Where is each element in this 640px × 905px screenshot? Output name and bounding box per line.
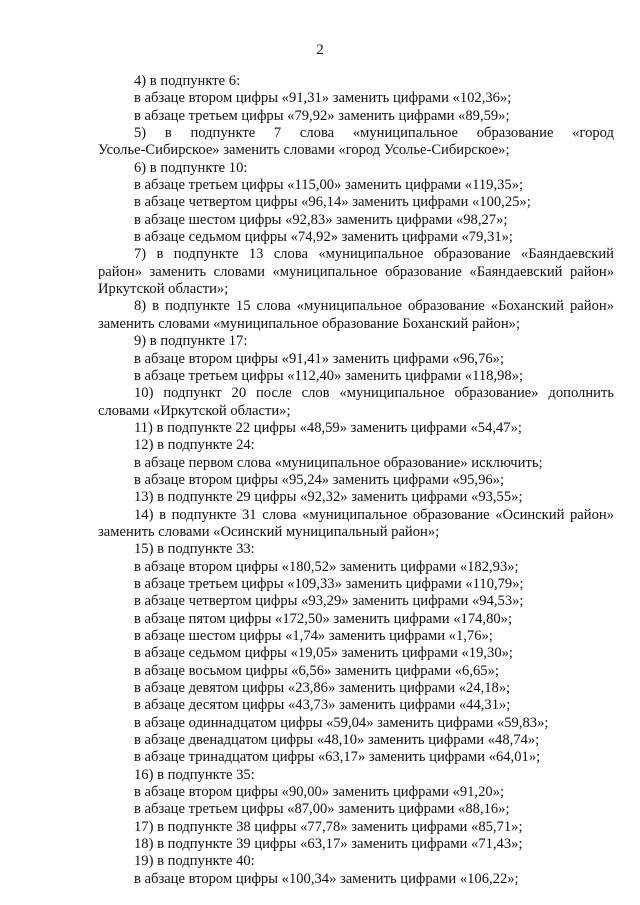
- text-line: 13) в подпункте 29 цифры «92,32» заменить цифрами «93,55»;: [134, 489, 523, 506]
- text-line: 15) в подпункте 33:: [134, 541, 255, 558]
- text-line: в абзаце третьем цифры «115,00» заменить цифрами «119,35»;: [134, 177, 524, 194]
- text-line: в абзаце втором цифры «91,41» заменить цифрами «96,76»;: [134, 350, 505, 367]
- text-line: в абзаце пятом цифры «172,50» заменить цифрами «174,80»;: [134, 610, 513, 627]
- text-line: в абзаце втором цифры «91,31» заменить цифрами «102,36»;: [134, 90, 512, 107]
- text-line: 7) в подпункте 13 слова «муниципальное образование «Баяндаевский: [134, 246, 614, 263]
- text-line: 11) в подпункте 22 цифры «48,59» заменить цифрами «54,47»;: [134, 419, 522, 436]
- text-line: в абзаце втором цифры «95,24» заменить цифрами «95,96»;: [134, 471, 505, 488]
- text-line: район» заменить словами «муниципальное образование «Баяндаевский район»: [98, 263, 614, 280]
- text-line: в абзаце первом слова «муниципальное образование» исключить;: [134, 454, 543, 471]
- text-line: 4) в подпункте 6:: [134, 73, 241, 89]
- text-line: 19) в подпункте 40:: [134, 853, 255, 870]
- text-line: Иркутской области»;: [98, 281, 229, 298]
- text-line: 17) в подпункте 38 цифры «77,78» заменить цифрами «85,71»;: [134, 818, 523, 835]
- text-line: в абзаце десятом цифры «43,73» заменить цифрами «44,31»;: [134, 697, 511, 714]
- text-line: Усолье-Сибирское» заменить словами «город Усолье-Сибирское»;: [98, 142, 510, 159]
- text-line: в абзаце третьем цифры «109,33» заменить цифрами «110,79»;: [134, 575, 524, 592]
- text-line: в абзаце восьмом цифры «6,56» заменить цифрами «6,65»;: [134, 662, 499, 679]
- text-line: 10) подпункт 20 после слов «муниципальное образование» дополнить: [134, 385, 614, 402]
- page-number: 2: [316, 42, 324, 58]
- text-line: в абзаце шестом цифры «92,83» заменить цифрами «98,27»;: [134, 211, 508, 228]
- text-line: в абзаце втором цифры «180,52» заменить цифрами «182,93»;: [134, 558, 519, 575]
- text-line: 9) в подпункте 17:: [134, 333, 248, 350]
- text-line: 14) в подпункте 31 слова «муниципальное образование «Осинский район»: [134, 506, 614, 523]
- text-line: заменить словами «Осинский муниципальный район»;: [98, 523, 440, 540]
- text-line: в абзаце четвертом цифры «93,29» заменить цифрами «94,53»;: [134, 593, 524, 610]
- text-line: в абзаце одиннадцатом цифры «59,04» заменить цифрами «59,83»;: [134, 714, 549, 731]
- text-line: в абзаце седьмом цифры «19,05» заменить цифрами «19,30»;: [134, 645, 513, 662]
- text-line: в абзаце четвертом цифры «96,14» заменить цифрами «100,25»;: [134, 194, 531, 211]
- text-line: в абзаце шестом цифры «1,74» заменить цифрами «1,76»;: [134, 628, 493, 644]
- text-line: в абзаце девятом цифры «23,86» заменить цифрами «24,18»;: [134, 680, 511, 697]
- text-line: 5) в подпункте 7 слова «муниципальное образование «город: [134, 125, 614, 142]
- text-line: 12) в подпункте 24:: [134, 437, 255, 454]
- text-line: в абзаце втором цифры «90,00» заменить цифрами «91,20»;: [134, 784, 505, 801]
- text-line: словами «Иркутской области»;: [98, 402, 291, 419]
- text-line: в абзаце третьем цифры «79,92» заменить цифрами «89,59»;: [134, 107, 510, 124]
- text-line: в абзаце тринадцатом цифры «63,17» заменить цифрами «64,01»;: [134, 749, 541, 766]
- text-line: в абзаце втором цифры «100,34» заменить цифрами «106,22»;: [134, 870, 519, 887]
- text-line: в абзаце двенадцатом цифры «48,10» заменить цифрами «48,74»;: [134, 732, 540, 749]
- text-line: 8) в подпункте 15 слова «муниципальное образование «Боханский район»: [134, 298, 614, 315]
- text-line: заменить словами «муниципальное образование Боханский район»;: [98, 315, 520, 332]
- amendment-text: [98, 73, 614, 888]
- text-line: 18) в подпункте 39 цифры «63,17» заменить цифрами «71,43»;: [134, 836, 523, 853]
- text-line: 16) в подпункте 35:: [134, 766, 255, 783]
- text-line: в абзаце третьем цифры «112,40» заменить цифрами «118,98»;: [134, 367, 524, 384]
- text-line: в абзаце третьем цифры «87,00» заменить цифрами «88,16»;: [134, 801, 510, 818]
- text-line: 6) в подпункте 10:: [134, 159, 248, 176]
- text-line: в абзаце седьмом цифры «74,92» заменить цифрами «79,31»;: [134, 229, 513, 246]
